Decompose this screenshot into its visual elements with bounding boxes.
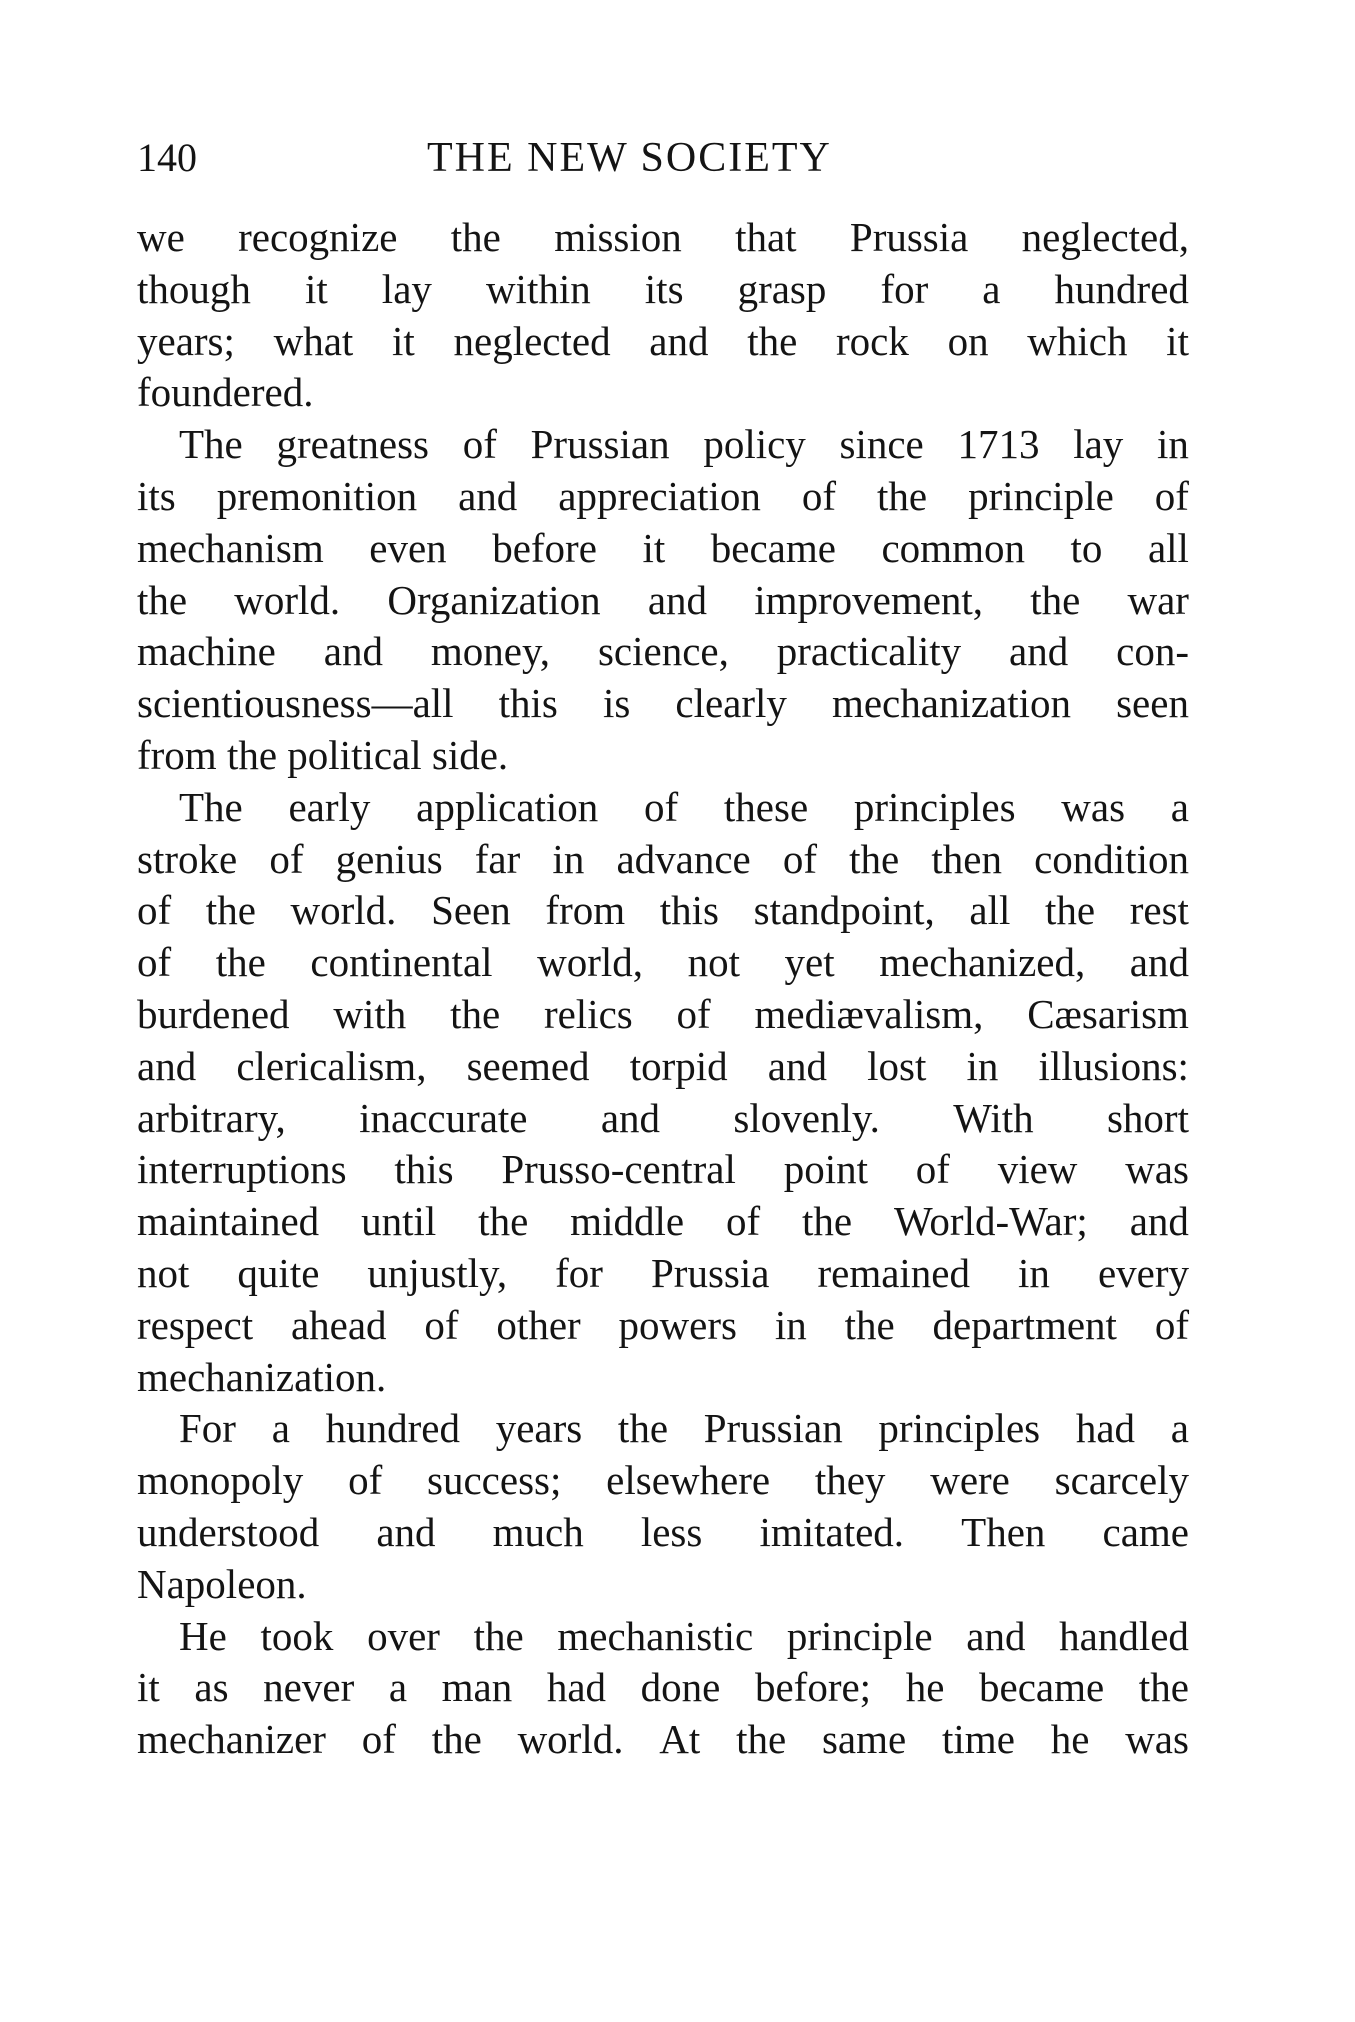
text-line: of the continental world, not yet mechanized, and	[137, 939, 1189, 986]
text-line: the world. Organization and improvement, the war	[137, 576, 1189, 623]
text-line: maintained until the middle of the World-War; and	[137, 1198, 1189, 1245]
text-line: stroke of genius far in advance of the then condition	[137, 835, 1189, 882]
text-line: we recognize the mission that Prussia neglected,	[137, 214, 1189, 260]
text-line: though it lay within its grasp for a hundred	[137, 265, 1189, 312]
text-line: of the world. Seen from this standpoint, all the rest	[137, 887, 1189, 934]
text-line: interruptions this Prusso-central point of view was	[137, 1146, 1189, 1193]
text-line: it as never a man had done before; he became the	[137, 1664, 1189, 1711]
text-line: years; what it neglected and the rock on which it	[137, 317, 1189, 364]
text-line: scientiousness—all this is clearly mechanization seen	[137, 680, 1189, 727]
text-line: monopoly of success; elsewhere they were scarcely	[137, 1457, 1189, 1504]
paragraph-5	[137, 1611, 1189, 1766]
paragraph-1	[137, 212, 1189, 419]
text-line: not quite unjustly, for Prussia remained in every	[137, 1249, 1189, 1296]
paragraph-3	[137, 782, 1189, 1404]
paragraph-2	[137, 419, 1189, 782]
text-line: mechanization.	[137, 1353, 387, 1400]
text-line: mechanizer of the world. At the same time he was	[137, 1716, 1189, 1763]
text-line: respect ahead of other powers in the department of	[137, 1301, 1189, 1348]
text-line: and clericalism, seemed torpid and lost in illusions:	[137, 1042, 1189, 1089]
text-line: The greatness of Prussian policy since 1713 lay in	[179, 421, 1189, 468]
text-line: understood and much less imitated. Then came	[137, 1508, 1189, 1555]
text-line: Napoleon.	[137, 1560, 307, 1607]
page-number: 140	[137, 135, 197, 180]
text-line: For a hundred years the Prussian principles had a	[179, 1405, 1189, 1452]
text-line: from the political side.	[137, 731, 509, 778]
paragraph-4	[137, 1403, 1189, 1610]
text-line: its premonition and appreciation of the principle of	[137, 472, 1189, 519]
text-line: He took over the mechanistic principle and handled	[179, 1612, 1189, 1659]
text-line: machine and money, science, practicality and con-	[137, 628, 1189, 675]
running-head	[137, 128, 1189, 188]
text-line: mechanism even before it became common to all	[137, 524, 1189, 571]
text-line: foundered.	[137, 369, 314, 416]
text-line: The early application of these principles was a	[179, 783, 1189, 830]
text-line: arbitrary, inaccurate and slovenly. With short	[137, 1094, 1189, 1141]
running-title: THE NEW SOCIETY	[427, 135, 832, 181]
body-text	[137, 212, 1189, 1766]
text-line: burdened with the relics of mediævalism, Cæsarism	[137, 990, 1189, 1037]
